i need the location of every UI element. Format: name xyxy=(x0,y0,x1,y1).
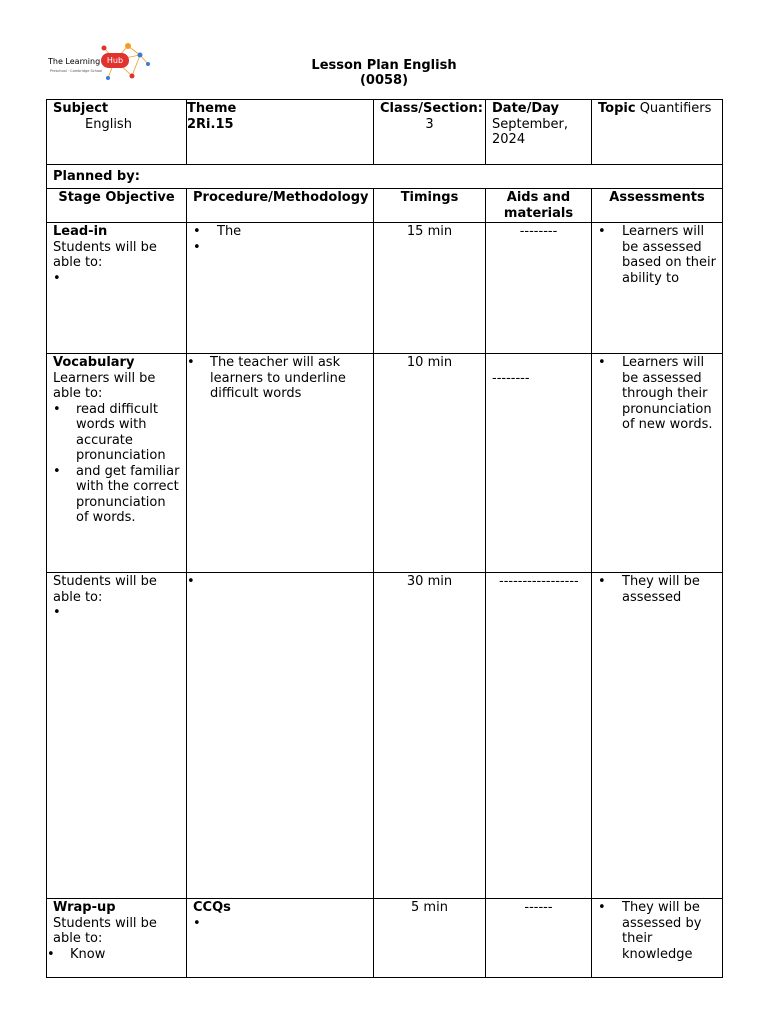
assessment-cell xyxy=(592,223,723,354)
procedure-bullet xyxy=(193,916,367,932)
date-label: Date/Day xyxy=(492,101,559,116)
assessment-text: Learners will be assessed based on their ability to xyxy=(622,224,716,286)
table-row xyxy=(47,899,723,978)
info-row xyxy=(47,100,723,165)
class-label: Class/Section: xyxy=(380,101,483,116)
assessment-cell xyxy=(592,899,723,978)
date-cell xyxy=(486,100,592,165)
aids-cell: -------- xyxy=(486,354,592,573)
assessment-bullet xyxy=(598,900,716,962)
header-assessments: Assessments xyxy=(592,189,723,223)
stage-name: Lead-in xyxy=(53,224,108,239)
assessment-bullet xyxy=(598,574,716,605)
logo-name: The Learning xyxy=(48,57,101,66)
timing-cell: 30 min xyxy=(374,573,486,899)
header-stage-objective: Stage Objective xyxy=(47,189,187,223)
class-value: 3 xyxy=(425,116,434,132)
procedure-bullet xyxy=(193,224,367,240)
theme-value: 2Ri.15 xyxy=(187,116,234,132)
procedure-bullet xyxy=(193,240,367,256)
subject-cell xyxy=(47,100,187,165)
objective-item: read difficult words with accurate pronunciation xyxy=(76,401,166,463)
table-row xyxy=(47,223,723,354)
procedure-cell xyxy=(187,223,374,354)
stage-objective-cell xyxy=(47,899,187,978)
stage-objective-cell xyxy=(47,354,187,573)
page-title xyxy=(240,58,528,88)
timing-cell: 15 min xyxy=(374,223,486,354)
topic-value: Quantifiers xyxy=(639,101,712,116)
objective-text: Learners will be able to: xyxy=(53,370,156,401)
logo-hub-badge: Hub xyxy=(101,53,129,68)
theme-cell xyxy=(187,100,374,165)
header-row xyxy=(47,189,723,223)
stage-name: Vocabulary xyxy=(53,355,135,370)
assessment-text: They will be assessed by their knowledge xyxy=(622,900,702,962)
subject-value: English xyxy=(85,116,132,132)
header-aids: Aids and materials xyxy=(486,189,592,223)
objective-bullet xyxy=(53,271,180,287)
table-row xyxy=(47,354,723,573)
procedure-cell xyxy=(187,354,374,573)
assessment-cell xyxy=(592,354,723,573)
procedure-text: The xyxy=(217,224,242,239)
subject-label: Subject xyxy=(53,101,109,116)
planned-by-row xyxy=(47,165,723,189)
header-timings: Timings xyxy=(374,189,486,223)
title-line-2: (0058) xyxy=(359,73,409,88)
procedure-bullet xyxy=(187,355,367,402)
stage-objective-cell xyxy=(47,223,187,354)
objective-bullet xyxy=(53,402,180,464)
lesson-plan-table xyxy=(46,99,723,978)
topic-label: Topic xyxy=(598,101,636,116)
aids-cell: -------- xyxy=(486,223,592,354)
title-line-1: Lesson Plan English xyxy=(311,58,457,73)
objective-item: and get familiar with the correct pronunciation of words. xyxy=(76,463,180,525)
stage-objective-cell xyxy=(47,573,187,899)
stage-name: Wrap-up xyxy=(53,900,116,915)
objective-text: Students will be able to: xyxy=(53,915,157,946)
aids-cell: ------ xyxy=(486,899,592,978)
assessment-bullet xyxy=(598,224,716,286)
table-row xyxy=(47,573,723,899)
assessment-cell xyxy=(592,573,723,899)
procedure-text: The teacher will ask learners to underline difficult words xyxy=(210,355,346,401)
timing-cell: 5 min xyxy=(374,899,486,978)
procedure-cell xyxy=(187,899,374,978)
objective-text: Students will be able to: xyxy=(53,574,157,605)
date-value: September, 2024 xyxy=(492,116,568,147)
planned-by-label: Planned by: xyxy=(47,165,723,189)
theme-label: Theme xyxy=(187,101,237,116)
objective-item: Know xyxy=(70,946,106,962)
assessment-text: They will be assessed xyxy=(622,574,700,605)
assessment-text: Learners will be assessed through their pronunciation of new words. xyxy=(622,355,713,432)
procedure-title: CCQs xyxy=(193,900,231,915)
logo-tagline: Preschool · Cambridge School xyxy=(50,69,103,73)
assessment-bullet xyxy=(598,355,716,433)
aids-cell: ----------------- xyxy=(486,573,592,899)
school-logo xyxy=(44,40,154,84)
timing-cell: 10 min xyxy=(374,354,486,573)
objective-bullet xyxy=(47,947,180,963)
class-cell xyxy=(374,100,486,165)
objective-bullet xyxy=(53,605,180,621)
procedure-cell xyxy=(187,573,374,899)
objective-text: Students will be able to: xyxy=(53,239,157,270)
header-procedure: Procedure/Methodology xyxy=(187,189,374,223)
objective-bullet xyxy=(53,464,180,526)
procedure-bullet xyxy=(187,574,367,590)
topic-cell xyxy=(592,100,723,165)
